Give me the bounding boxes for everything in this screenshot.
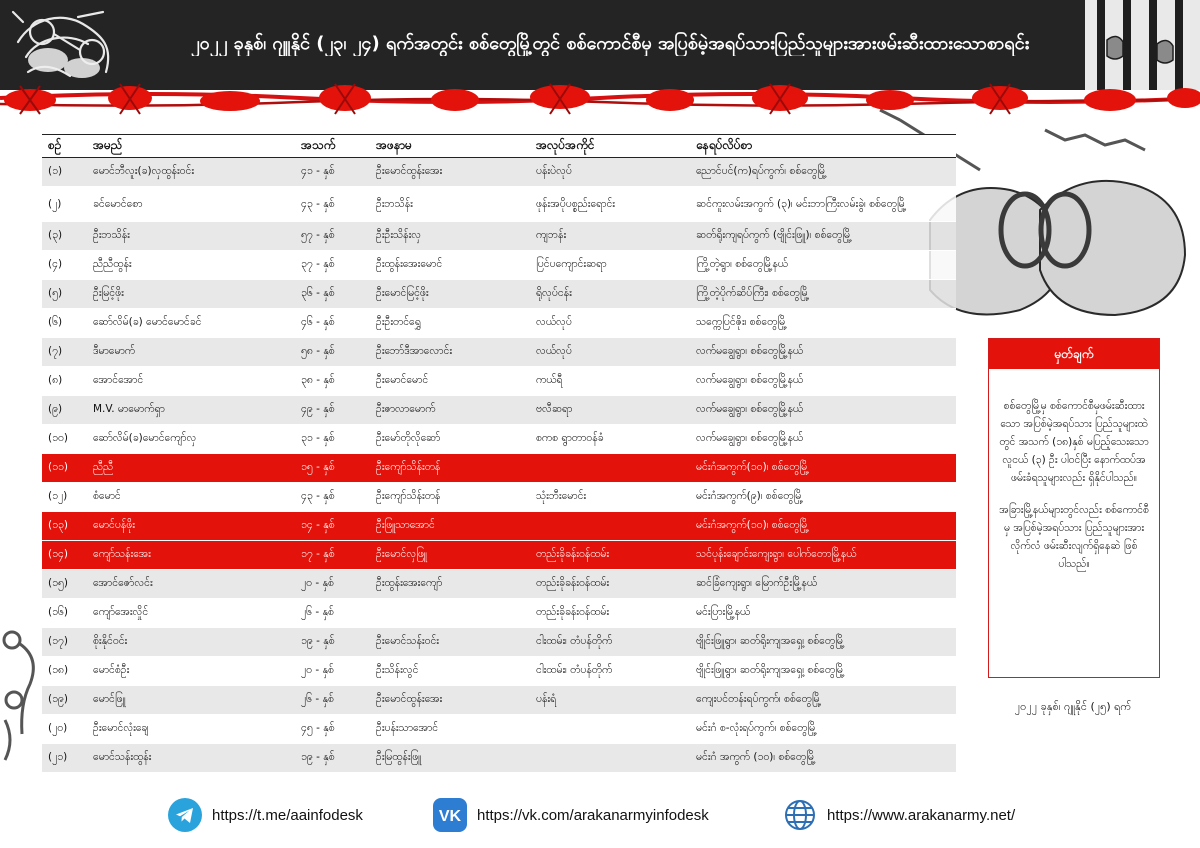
vk-icon — [433, 798, 467, 832]
occupation-cell: ကျဘန်း — [530, 222, 690, 251]
occupation-cell: ပန်းပဲလုပ် — [530, 158, 690, 187]
note-title: မှတ်ချက် — [989, 339, 1159, 369]
detainee-age-cell: ၂၆ - နှစ် — [295, 686, 370, 715]
address-cell: မင်းဂံအကွက်(၁၀)၊ စစ်တွေမြို့ — [690, 454, 956, 483]
row-number-cell: (၁၅) — [42, 570, 87, 599]
father-name-cell: ဦးမောင်လှဖြူ — [370, 541, 530, 570]
table-row — [42, 309, 956, 338]
table-row — [42, 367, 956, 396]
row-number-cell: (၄) — [42, 251, 87, 280]
detainee-name-cell: အောင်အောင် — [87, 367, 295, 396]
detainee-age-cell: ၄၅ - နှစ် — [295, 715, 370, 744]
detainee-age-cell: ၃၁ - နှစ် — [295, 425, 370, 454]
vk-link-text: https://vk.com/arakanarmyinfodesk — [477, 806, 709, 824]
occupation-cell: ပန်းရံ — [530, 686, 690, 715]
detainee-name-cell: ကျော်သန်းအေး — [87, 541, 295, 570]
detainee-age-cell: ၃၇ - နှစ် — [295, 251, 370, 280]
table-row — [42, 222, 956, 251]
father-name-cell: ဦးမောင်ထွန်းအေး — [370, 686, 530, 715]
row-number-cell: (၁၀) — [42, 425, 87, 454]
occupation-cell — [530, 715, 690, 744]
vk-link[interactable] — [433, 798, 709, 832]
note-body — [989, 369, 1159, 573]
column-header-father-name: အဖနာမ — [370, 135, 530, 158]
row-number-cell: (၁၇) — [42, 628, 87, 657]
detainee-age-cell: ၄၃ - နှစ် — [295, 483, 370, 512]
detainee-name-cell: ဆော်လိမ်(ခ)မောင်ကျော်လှ — [87, 425, 295, 454]
father-name-cell: ဦးမော်တိုလိုဆော် — [370, 425, 530, 454]
occupation-cell: တည်းခိုခန်းဝန်ထမ်း — [530, 541, 690, 570]
detainee-name-cell: စိုးနိုင်ဝင်း — [87, 628, 295, 657]
detainee-age-cell: ၁၄ - နှစ် — [295, 512, 370, 541]
occupation-cell: ပြင်ပကျောင်းဆရာ — [530, 251, 690, 280]
row-number-cell: (၁၂) — [42, 483, 87, 512]
detainee-age-cell: ၄၃ - နှစ် — [295, 187, 370, 222]
father-name-cell: ဦးဘော်ဒီအာလောင်း — [370, 338, 530, 367]
address-cell: မင်းဂံအကွက်(၉)၊ စစ်တွေမြို့ — [690, 483, 956, 512]
table-row — [42, 454, 956, 483]
address-cell: မင်းဂံ အကွက် (၁၀)၊ စစ်တွေမြို့ — [690, 744, 956, 773]
table-row — [42, 657, 956, 686]
table-row — [42, 396, 956, 425]
detainee-age-cell: ၁၉ - နှစ် — [295, 744, 370, 773]
row-number-cell: (၁၉) — [42, 686, 87, 715]
detainee-name-cell: အောင်ဇော်လင်း — [87, 570, 295, 599]
address-cell: ကျေးပင်တန်းရပ်ကွက်၊ စစ်တွေမြို့ — [690, 686, 956, 715]
address-cell: ကြို့တဲ့ရွာ၊ စစ်တွေမြို့နယ် — [690, 251, 956, 280]
detainee-age-cell: ၁၅ - နှစ် — [295, 454, 370, 483]
detainee-name-cell: မောင်ဘီလူး(ခ)လှထွန်းဝင်း — [87, 158, 295, 187]
father-name-cell: ဦးမောင်မြင့်ဖိုး — [370, 280, 530, 309]
occupation-cell: ဖုန်းအပိုပစ္စည်းရောင်း — [530, 187, 690, 222]
header-banner — [0, 0, 1200, 90]
telegram-icon — [168, 798, 202, 832]
address-cell: လက်မချွေရွာ၊ စစ်တွေမြို့နယ် — [690, 338, 956, 367]
detainee-age-cell: ၃၆ - နှစ် — [295, 280, 370, 309]
father-name-cell: ဦးဘသိန်း — [370, 187, 530, 222]
detainee-age-cell: ၄၁ - နှစ် — [295, 158, 370, 187]
svg-text:VK: VK — [438, 808, 462, 825]
detainee-name-cell: ကျော်အေးလှိုင် — [87, 599, 295, 628]
row-number-cell: (၂၁) — [42, 744, 87, 773]
father-name-cell: ဦးကျော်သိန်းတန် — [370, 483, 530, 512]
occupation-cell: စကစ ရွာတာဝန်ခံ — [530, 425, 690, 454]
address-cell: လက်မချွေရွာ၊ စစ်တွေမြို့နယ် — [690, 425, 956, 454]
detainee-name-cell: စံမောင် — [87, 483, 295, 512]
row-number-cell: (၁၄) — [42, 541, 87, 570]
father-name-cell: ဦးထွန်းအေးမောင် — [370, 251, 530, 280]
detainee-name-cell: ဆော်လိမ်(ခ) မောင်မောင်ခင် — [87, 309, 295, 338]
detainee-age-cell: ၁၉ - နှစ် — [295, 628, 370, 657]
table-row — [42, 158, 956, 187]
father-name-cell: ဦးမောင်သန်းဝင်း — [370, 628, 530, 657]
father-name-cell — [370, 599, 530, 628]
detainee-table-container — [42, 134, 956, 773]
father-name-cell: ဦးဦးတင်ရွှေ — [370, 309, 530, 338]
website-link-text: https://www.arakanarmy.net/ — [827, 806, 1016, 824]
note-paragraph: အခြားမြို့နယ်များတွင်လည်း စစ်ကောင်စီမှ အပြစ်မဲ့အရပ်သား ပြည်သူများအား လိုက်လံ ဖမ်းဆီးလျက်ရှိနေဆဲ ဖြစ်ပါသည်။ — [999, 504, 1149, 570]
occupation-cell — [530, 744, 690, 773]
detainee-name-cell: မောင်ပန်ဖိုး — [87, 512, 295, 541]
table-row — [42, 715, 956, 744]
row-number-cell: (၆) — [42, 309, 87, 338]
table-row — [42, 425, 956, 454]
row-number-cell: (၁၆) — [42, 599, 87, 628]
detainee-age-cell: ၅၇ - နှစ် — [295, 222, 370, 251]
father-name-cell: ဦးမောင်ထွန်းအေး — [370, 158, 530, 187]
address-cell: ဆင်ကူးလမ်းအကွက် (၃)၊ မင်းဘာကြီးလမ်းခွဲ၊ စစ်တွေမြို့ — [690, 187, 956, 222]
father-name-cell: ဦးမောင်မောင် — [370, 367, 530, 396]
detainee-name-cell: မောင်စံဦး — [87, 657, 295, 686]
table-row — [42, 599, 956, 628]
row-number-cell: (၁၈) — [42, 657, 87, 686]
row-number-cell: (၂) — [42, 187, 87, 222]
table-row — [42, 628, 956, 657]
website-link[interactable] — [783, 798, 1015, 832]
footer — [0, 790, 1200, 842]
row-number-cell: (၅) — [42, 280, 87, 309]
occupation-cell: လယ်လုပ် — [530, 338, 690, 367]
father-name-cell: ဦးမြထွန်းဖြူ — [370, 744, 530, 773]
row-number-cell: (၃) — [42, 222, 87, 251]
father-name-cell: ဦးဖြူသာအောင် — [370, 512, 530, 541]
occupation-cell: ကယ်ရီ — [530, 367, 690, 396]
detainee-table — [42, 134, 956, 773]
column-header-occupation: အလုပ်အကိုင် — [530, 135, 690, 158]
address-cell: ကြို့တဲ့ပိုက်ဆိပ်ကြီး၊ စစ်တွေမြို့ — [690, 280, 956, 309]
detainee-age-cell: ၁၇ - နှစ် — [295, 541, 370, 570]
occupation-cell: သုံးဘီးမောင်း — [530, 483, 690, 512]
detainee-name-cell: ဒီမာမောက် — [87, 338, 295, 367]
occupation-cell: လယ်လုပ် — [530, 309, 690, 338]
detainee-name-cell: ညီညီ — [87, 454, 295, 483]
address-cell: ဗျိုင်းဖြူရွာ၊ ဆတ်ရိုးကျအရှေ့၊ စစ်တွေမြို့ — [690, 628, 956, 657]
father-name-cell: ဦးဇာလာမောက် — [370, 396, 530, 425]
column-header-name: အမည် — [87, 135, 295, 158]
table-row — [42, 483, 956, 512]
detainee-age-cell: ၄၉ - နှစ် — [295, 396, 370, 425]
row-number-cell: (၁၁) — [42, 454, 87, 483]
note-box — [988, 338, 1160, 678]
father-name-cell: ဦးပန်းသာအောင် — [370, 715, 530, 744]
row-number-cell: (၈) — [42, 367, 87, 396]
row-number-cell: (၂၀) — [42, 715, 87, 744]
occupation-cell: ရိုလုပ်ငန်း — [530, 280, 690, 309]
column-header-age: အသက် — [295, 135, 370, 158]
address-cell: မင်းပြားမြို့နယ် — [690, 599, 956, 628]
occupation-cell: ဗလီဆရာ — [530, 396, 690, 425]
telegram-link-text: https://t.me/aainfodesk — [212, 806, 363, 824]
table-header-row — [42, 135, 956, 158]
occupation-cell — [530, 512, 690, 541]
detainee-name-cell: ဦးဘသိန်း — [87, 222, 295, 251]
table-row — [42, 187, 956, 222]
row-number-cell: (၁၃) — [42, 512, 87, 541]
table-row — [42, 251, 956, 280]
row-number-cell: (၇) — [42, 338, 87, 367]
detainee-name-cell: ညီညီထွန်း — [87, 251, 295, 280]
table-row — [42, 570, 956, 599]
address-cell: ဗျိုင်းဖြူရွာ၊ ဆတ်ရိုးကျအရှေ့၊ စစ်တွေမြို့ — [690, 657, 956, 686]
row-number-cell: (၉) — [42, 396, 87, 425]
detainee-name-cell: ဦးမောင်လုံးချေ — [87, 715, 295, 744]
detainee-name-cell: ဦးမြင့်ဖိုး — [87, 280, 295, 309]
telegram-link[interactable] — [168, 798, 363, 832]
detainee-age-cell: ၅၈ - နှစ် — [295, 338, 370, 367]
father-name-cell: ဦးသိန်းလွင် — [370, 657, 530, 686]
address-cell: သင်ပုန်းချောင်းကျေးရွာ၊ ပေါက်တောမြို့နယ် — [690, 541, 956, 570]
address-cell: သက္ကေပြင်ဇိုး၊ စစ်တွေမြို့ — [690, 309, 956, 338]
page-title: ၂၀၂၂ ခုနှစ်၊ ဂျူနိုင် (၂၃၊ ၂၄) ရက်အတွင်း စစ်တွေမြို့တွင် စစ်ကောင်စီမှ အပြစ်မဲ့အရပ်သားပြည်သူများအားဖမ်းဆီးထားသောစာရင်း — [190, 33, 1030, 54]
row-number-cell: (၁) — [42, 158, 87, 187]
address-cell: လက်မချွေရွာ၊ စစ်တွေမြို့နယ် — [690, 396, 956, 425]
detainee-name-cell: ခင်မောင်စော — [87, 187, 295, 222]
table-row — [42, 686, 956, 715]
table-row — [42, 744, 956, 773]
occupation-cell: ငါးထမ်း၊ တံပန်တိုက် — [530, 657, 690, 686]
prison-bars-art — [1085, 0, 1200, 90]
table-row — [42, 338, 956, 367]
detainee-age-cell: ၄၆ - နှစ် — [295, 309, 370, 338]
address-cell: လက်မချွေရွာ၊ စစ်တွေမြို့နယ် — [690, 367, 956, 396]
detainee-age-cell: ၃၈ - နှစ် — [295, 367, 370, 396]
table-row — [42, 280, 956, 309]
table-row — [42, 541, 956, 570]
occupation-cell: ငါးထမ်း၊ တံပန်တိုက် — [530, 628, 690, 657]
detainee-age-cell: ၂၆ - နှစ် — [295, 599, 370, 628]
detainee-name-cell: M.V. မာမောက်ရှာ — [87, 396, 295, 425]
column-header-address: နေရပ်လိပ်စာ — [690, 135, 956, 158]
occupation-cell: တည်းခိုခန်းဝန်ထမ်း — [530, 570, 690, 599]
occupation-cell — [530, 454, 690, 483]
father-name-cell: ဦးကျော်သိန်းတန် — [370, 454, 530, 483]
address-cell: မင်းဂံ စ-လုံးရပ်ကွက်၊ စစ်တွေမြို့ — [690, 715, 956, 744]
table-body — [42, 158, 956, 773]
note-paragraph: စစ်တွေမြို့မှ စစ်ကောင်စီမှဖမ်းဆီးထားသော အပြစ်မဲ့အရပ်သား ပြည်သူများထဲတွင် အသက် (၁၈)နှစ် မပြည့်သေးသော လူငယ် (၃) ဦး ပါဝင်ပြီး နောက်ထပ်အဖမ်းခံရသူများလည်း ရှိနိုင်ပါသည်။ — [999, 400, 1149, 484]
address-cell: ဆတ်ရိုးကျရပ်ကွက် (ဗျိုင်းဖြူ)၊ စစ်တွေမြို့ — [690, 222, 956, 251]
address-cell: မင်းဂံအကွက်(၁၀)၊ စစ်တွေမြို့ — [690, 512, 956, 541]
table-row — [42, 512, 956, 541]
occupation-cell: တည်းခိုခန်းဝန်ထမ်း — [530, 599, 690, 628]
globe-icon — [783, 798, 817, 832]
address-cell: ဆင်ခြံကျေးရွာ၊ မြောက်ဦးမြို့နယ် — [690, 570, 956, 599]
document-date: ၂၀၂၂ ခုနှစ်၊ ဂျူနိုင် (၂၅) ရက် — [1014, 700, 1132, 713]
father-name-cell: ဦးထွန်းအေးကျော် — [370, 570, 530, 599]
handcuffed-hands-art — [8, 2, 126, 88]
address-cell: ညောင်ပင်(က)ရပ်ကွက်၊ စစ်တွေမြို့ — [690, 158, 956, 187]
detainee-name-cell: မောင်ဖြူ — [87, 686, 295, 715]
detainee-age-cell: ၂၀ - နှစ် — [295, 570, 370, 599]
detainee-age-cell: ၂၀ - နှစ် — [295, 657, 370, 686]
father-name-cell: ဦးဦးသိန်းလှ — [370, 222, 530, 251]
column-header-number: စဉ် — [42, 135, 87, 158]
detainee-name-cell: မောင်သန်းထွန်း — [87, 744, 295, 773]
